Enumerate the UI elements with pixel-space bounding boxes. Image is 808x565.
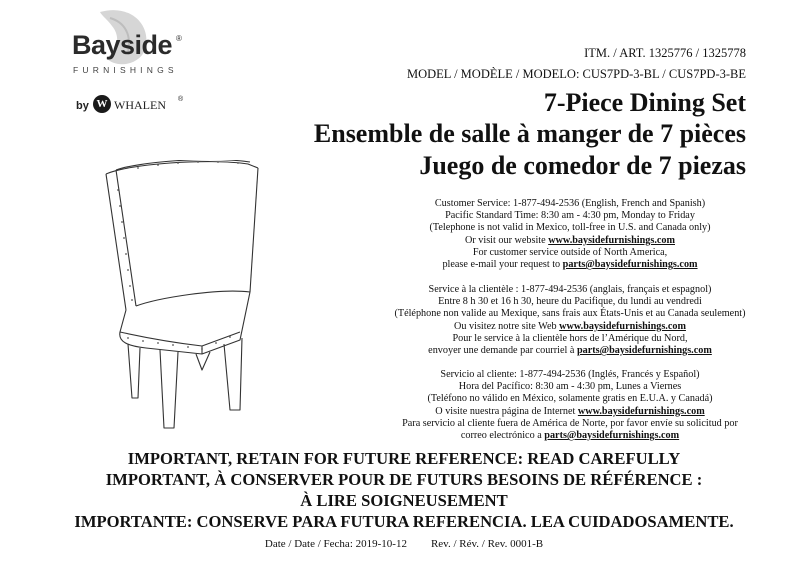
service-text: Or visit our website	[465, 234, 549, 246]
service-line: For customer service outside of North America,	[472, 246, 668, 258]
service-line: (Téléphone non valide au Mexique, sans frais aux États-Unis et au Canada seulement)	[394, 308, 746, 320]
customer-service-french	[360, 284, 780, 357]
service-line: (Teléfono no válido en México, solamente gratis en E.U.A. y Canadá)	[427, 393, 713, 405]
website-link[interactable]: www.baysidefurnishings.com	[577, 405, 705, 417]
chair-drawing	[98, 160, 298, 445]
brand-registered-mark: ®	[176, 34, 182, 43]
service-text: envoyer une demande par courriel à	[428, 345, 577, 357]
brand-name: Bayside	[72, 30, 173, 60]
service-line: (Telephone is not valid in Mexico, toll-free in U.S. and Canada only)	[429, 222, 711, 234]
service-text: O visite nuestra página de Internet	[435, 405, 578, 417]
title-spanish: Juego de comedor de 7 piezas	[419, 151, 746, 180]
website-link[interactable]: www.baysidefurnishings.com	[559, 320, 686, 332]
service-line	[360, 321, 780, 333]
service-line: Pour le service à la clientèle hors de l’Amérique du Nord,	[452, 332, 688, 344]
service-line: Hora del Pacífico: 8:30 am - 4:30 pm, Lunes a Viernes	[458, 381, 682, 393]
date-label: Date / Date / Fecha: 2019-10-12	[264, 538, 407, 550]
service-line	[360, 235, 780, 247]
important-notice-french-cont: À LIRE SOIGNEUSEMENT	[300, 491, 508, 510]
whalen-wordmark: WHALEN	[114, 98, 166, 112]
whalen-registered-mark: ®	[178, 96, 184, 103]
brand-subtitle: FURNISHINGS	[73, 65, 178, 75]
service-line	[360, 430, 780, 442]
customer-service-english	[360, 198, 780, 271]
service-line: Entre 8 h 30 et 16 h 30, heure du Pacifique, du lundi au vendredi	[438, 296, 702, 308]
service-text: please e-mail your request to	[442, 259, 563, 271]
service-line: Para servicio al cliente fuera de América de Norte, por favor envíe su solicitud por	[402, 417, 738, 429]
important-notice-english: IMPORTANT, RETAIN FOR FUTURE REFERENCE: READ CAREFULLY	[127, 449, 681, 468]
email-link[interactable]: parts@baysidefurnishings.com	[544, 430, 680, 442]
important-notice-french: IMPORTANT, À CONSERVER POUR DE FUTURS BESOINS DE RÉFÉRENCE :	[105, 470, 703, 489]
email-link[interactable]: parts@baysidefurnishings.com	[562, 259, 698, 271]
service-text: correo electrónico a	[460, 430, 545, 442]
revision-label: Rev. / Rév. / Rev. 0001-B	[430, 538, 544, 550]
bayside-logo	[70, 8, 190, 88]
service-line: Service à la clientèle : 1-877-494-2536 (anglais, français et espagnol)	[428, 284, 712, 295]
whalen-w-icon: W	[93, 95, 111, 113]
by-label: by	[76, 100, 89, 112]
title-english: 7-Piece Dining Set	[543, 88, 746, 117]
item-number: ITM. / ART. 1325776 / 1325778	[584, 46, 746, 60]
service-line: Servicio al cliente: 1-877-494-2536 (Inglés, Francés y Español)	[440, 369, 700, 380]
dining-chair-illustration	[98, 160, 298, 445]
service-line: Customer Service: 1-877-494-2536 (English, French and Spanish)	[434, 198, 706, 209]
website-link[interactable]: www.baysidefurnishings.com	[548, 234, 675, 246]
by-whalen-logo	[76, 94, 196, 118]
service-line: Pacific Standard Time: 8:30 am - 4:30 pm, Monday to Friday	[445, 210, 695, 222]
service-line	[360, 345, 780, 357]
title-french: Ensemble de salle à manger de 7 pièces	[313, 119, 746, 148]
service-line	[360, 406, 780, 418]
email-link[interactable]: parts@baysidefurnishings.com	[576, 345, 712, 357]
customer-service-spanish	[360, 369, 780, 442]
model-number: MODEL / MODÈLE / MODELO: CUS7PD-3-BL / CUS7PD-3-BE	[406, 67, 746, 81]
important-notice-spanish: IMPORTANTE: CONSERVE PARA FUTURA REFERENCIA. LEA CUIDADOSAMENTE.	[74, 512, 734, 531]
footer	[0, 538, 808, 550]
service-text: Ou visitez notre site Web	[454, 320, 560, 332]
service-line	[360, 259, 780, 271]
